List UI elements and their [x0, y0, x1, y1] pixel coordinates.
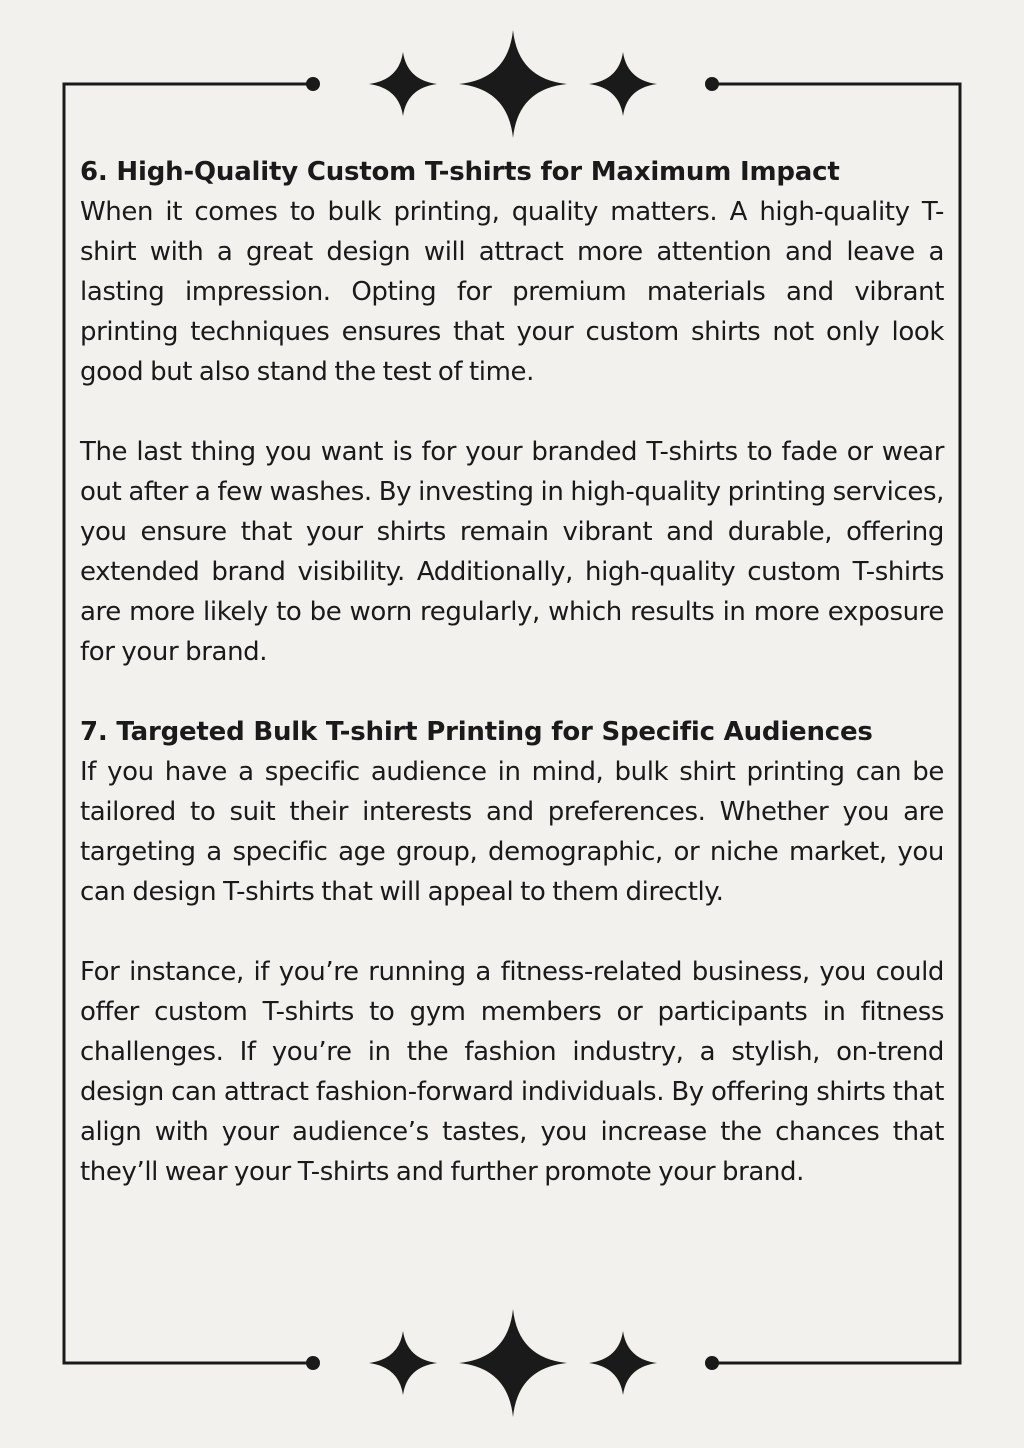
document-body — [80, 152, 944, 1192]
section-paragraph: The last thing you want is for your branded T-shirts to fade or wear out after a few washes. By investing in high-quality printing services, you ensure that your shirts remain vibrant and durable, offering extended brand visibility. Additionally, high-quality custom T-shirts are more likely to be worn regularly, which results in more exposure for your brand. — [80, 437, 944, 667]
sparkle-star-icon — [589, 1331, 657, 1395]
section-heading: 7. Targeted Bulk T-shirt Printing for Specific Audiences — [80, 717, 873, 747]
section-paragraph: For instance, if you’re running a fitness-related business, you could offer custom T-shirts to gym members or participants in fitness challenges. If you’re in the fashion industry, a stylish, on-trend design can attract fashion-forward individuals. By offering shirts that align with your audience’s tastes, you increase the chances that they’ll wear your T-shirts and further promote your brand. — [80, 957, 944, 1187]
dot-icon — [705, 77, 719, 91]
section-paragraph: When it comes to bulk printing, quality matters. A high-quality T-shirt with a great design will attract more attention and leave a lasting impression. Opting for premium materials and vibrant printing techniques ensures that your custom shirts not only look good but also stand the test of time. — [80, 197, 944, 387]
dot-icon — [705, 1356, 719, 1370]
dot-icon — [306, 1356, 320, 1370]
section-paragraph: If you have a specific audience in mind, bulk shirt printing can be tailored to suit their interests and preferences. Whether you are targeting a specific age group, demographic, or niche market, you can design T-shirts that will appeal to them directly. — [80, 757, 944, 907]
sparkle-star-icon — [459, 30, 567, 138]
dot-icon — [306, 77, 320, 91]
paragraph-spacer — [80, 912, 944, 952]
sparkle-star-icon — [369, 1331, 437, 1395]
sparkle-star-icon — [369, 52, 437, 116]
section-heading: 6. High-Quality Custom T-shirts for Maximum Impact — [80, 157, 840, 187]
sparkle-star-icon — [589, 52, 657, 116]
sparkle-star-icon — [459, 1309, 567, 1417]
paragraph-spacer — [80, 672, 944, 712]
paragraph-spacer — [80, 392, 944, 432]
